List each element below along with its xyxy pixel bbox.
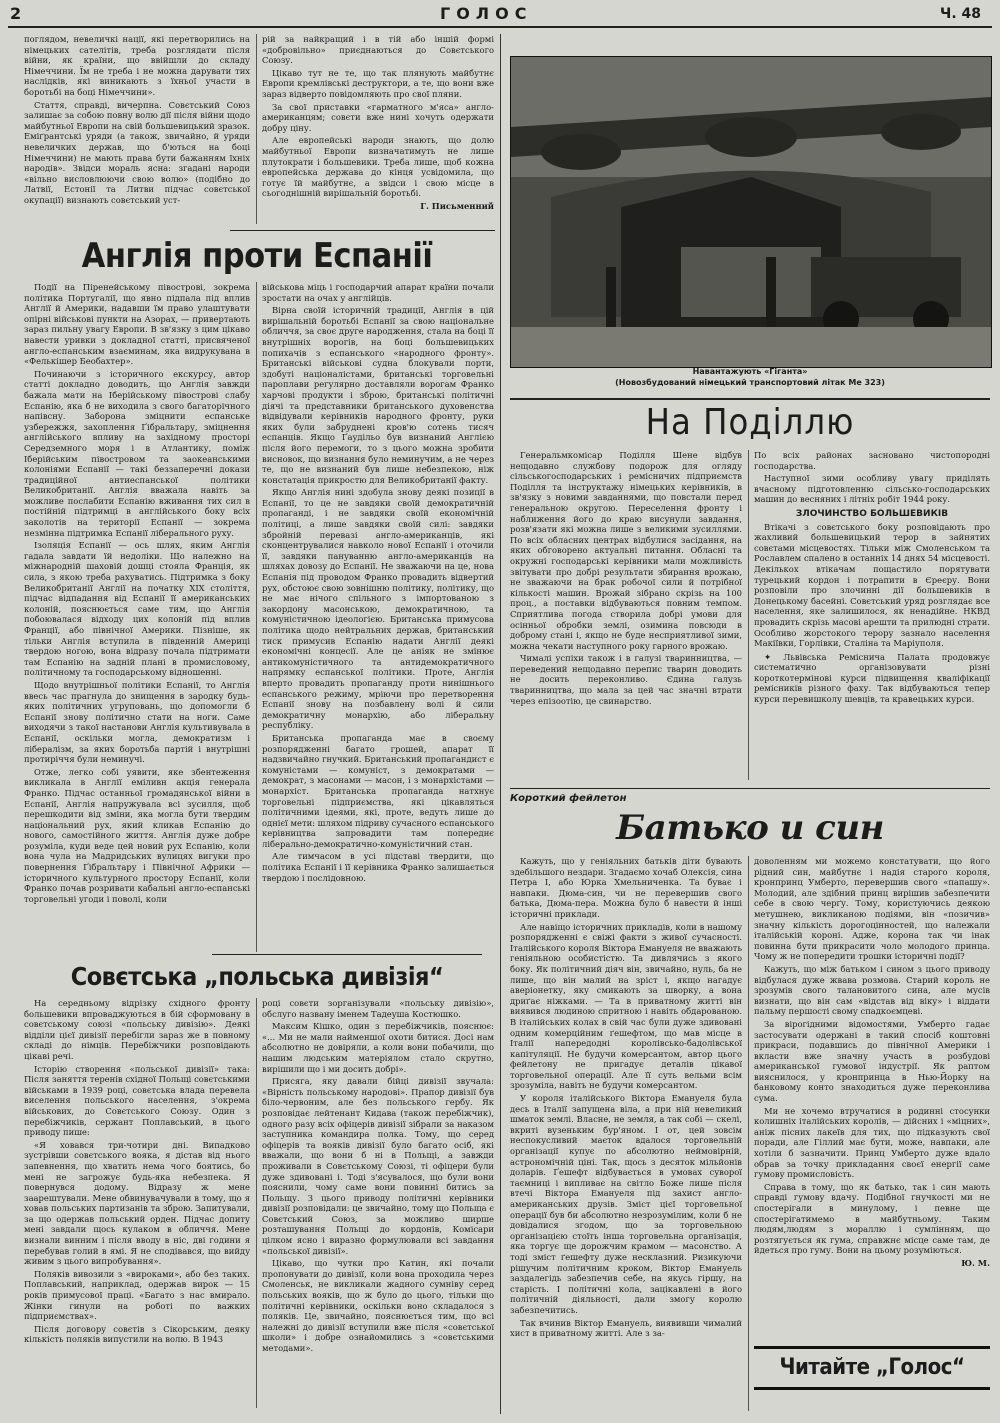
paragraph: Справа в тому, що як батько, так і син мають справді гумову вдачу. Подібної гнучкості ми не спостерігали в минулому, і певне ще спостерігатимемо в майбутньому. Таким людям,людям з мораллю і сумлінням, що розтягується як гума, справжнє місце саме там, де йдеться про гуму. Вони на цьому розуміються.: [754, 1181, 990, 1256]
paragraph: Ми не хочемо втручатися в родинні стосунки колишніх італійських королів, — дійсних і «міцних», аніж пісних лакеїв для тих, що підказують свої поради, але Гіллий має бути, може, навпаки, але хотіли б зазначити. Принц Умберто дуже вдало обрав за точку прикладання своєї енергії саме гумову промисловість.: [754, 1105, 990, 1180]
spain-col1: [24, 282, 250, 906]
section-rule: [230, 230, 495, 231]
paragraph: Кажуть, що у геніяльних батьків діти бувають здебільшого нездари. Згадаємо хочаб Олексія, сина Петра І, або Юрка Хмельниченка. Та буває і навпаки. Дюма-син, чи не перевершив свого батька, Дюма-пера. Можна було б навести й інші історичні приклади.: [510, 856, 742, 919]
column-divider: [256, 998, 257, 1408]
paragraph: Отже, легко собі уявити, яке збентеження викликала в Англії еміливн акція генерала Франко. Підчас останньої громадянської війни в Еспанії, Англія напружувала всі зусилля, щоб перешкодити від зміни, яка могла бути твердим національний рух, який кликав Еспанію до нового, самостійного життя. Англія дуже добре розуміла, куди веде цей новий рух Еспанію, коли вона чула на Мадридських вулицях вигуки про повернення Ґібральтару і Північної Африки — історичного культурного простору Еспанії, коли Франко почав розривати кабальні англо-еспанські торговельні угоди і поволі, коли: [24, 766, 250, 904]
section-rule: [510, 788, 990, 789]
division-col2: [262, 998, 494, 1356]
page-number: 2: [10, 4, 22, 23]
column-divider: [748, 450, 749, 780]
podillia-col1: [510, 450, 742, 708]
paragraph: Втікачі з совєтського боку розповідають про жахливий большевицький терор в зайнятих совєтами місцевостях. Тільки між Смоленськом та Рославлем спалено в останніх 14 днях 54 місцевості. Декількох втікачам пощастило порятувати турецький кордон і потрапити в Єреєру. Вони розповіли про злочинні дії большевиків в Донецькому басейні. Совєтський уряд розглядає все населення, яке залишилося, як ненадійне. НКВД провадить скрізь масові арешти та прилюдні страти. Особливо жорстокого терору зазнало населення Макіївки, Горлівки, Сталіна та Маріуполя.: [754, 521, 990, 649]
paragraph: «Я ховався три-чотири дні. Випадково зустрівши совєтського вояка, я дістав від нього запевнення, що хватить нема чого боятись, бо мені не загрожує будь-яка небезпека. Я повернувся додому. Відразу ж мене заарештували. Мене обвинувачували в тому, що я ховав польських партизанів та зброю. Запитували, за що одержав польський орден. Підчас допиту мені завдали щось кулаком в обличчя. Мене визнали винним і після вводу в ніс, дві години я перебував голий в ямі. Я не сподівався, що вийду живим з цього випробування».: [24, 1139, 250, 1267]
division-col1: [24, 998, 250, 1347]
paragraph: Але тимчасом в усі підставі твердити, що політика Еспанії і її керівника Франко залишається твердою і послідовною.: [262, 851, 494, 883]
paragraph: Події на Піренейському півострові, зокрема політика Португалії, що явно підпала під вплив Англії й Америки, надавши їм право улаштувати опірні військові пункти на Азорах, — привертають зараз пильну увагу Европи. В зв'язку з цим цікаво навести уривки з докладної статті, присвяченої англо-еспанським взаєминам, яка видрукувана в «Фелькішер Беобахтер».: [24, 282, 250, 367]
byline: Ю. М.: [961, 1257, 990, 1268]
paragraph: доволенням ми можемо констатувати, що його рідний син, майбутнє і надія старого короля, кронпринц Умберто, перевершив свого «папашу». Молодий, але здібний принц вирішив забезпечити себе в свою черґу. Тому, користуючись деякою метушнею, викликаною подіями, він «позичив» значну кількість дорогоцінностей, що належали італійській короні. Адже, корона так чи інак повинна бути прикрасити чоло молодого принца. Чому ж не попередити трошки історичні події?: [754, 856, 990, 962]
photo-caption-line2: (Новозбудований німецький транспортовий літак Ме 323): [615, 378, 885, 387]
paragraph: Поляків вивозили з «вироками», або без таких. Поплавський, наприклад, одержав вирок — 15 років примусової праці. «Багато з нас вмирало. Жінки гинули на роботі по важких підприємствах».: [24, 1268, 250, 1322]
paragraph: Історію створення «польської дивізії» така: Після заняття теренів східної Польщі совєтськими військами в 1939 році, совєтська влада перевела виселення польського населення, з'окрема військових, до Совєтського Союзу. Один з перебіжчиків, сержант Поплавський, в цього приводу пише:: [24, 1063, 250, 1138]
paragraph: Щодо внутрішньої політики Еспанії, то Англія ввесь час прагнула до знищення в зародку будь-яких політичних угруповань, що допомогли б Еспанії знову політично стати на ноги. Саме виходячи з такої настанови Англія культивувала в Еспанії, оскільки могла, демократизм і лібералізм, за яких боротьба партій і внутрішні протиріччя були неминучі.: [24, 679, 250, 765]
paragraph: Починаючи з історичного екскурсу, автор статті докладно доводить, що Англія завжди бажала мати на Іберійському півострові слабу Еспанію, яка б не виходила з свого багаторічного напівсну. Заборона зміцнити еспанське узбережжя, захоплення Ґібральтару, зміцнення англійського впливу на західному просторі Середземного моря і в Атлантику, поміж Іберійським півостровом та заокеанськими колоніями Еспанії — такі беззаперечні докази традиційної антиеспанської політики Великобританії. Англія вважала навіть за можливе послабити Еспанію вживання тих сил в постійній підтримці в англійського боку всіх заколотів на території Еспанії — зокрема незмінна підтримка Еспанії ліберального руху.: [24, 368, 250, 538]
center-divider: [500, 34, 501, 1414]
section-rule: [212, 954, 482, 955]
paragraph: Британська пропаганда має в своєму розпорядженні багато грошей, апарат її надзвичайно гнучкий. Британський пропагандист є комуністами — комуніст, з демократами — демократ, з масонами — масон, і з монархістами — монархіст. Британська пропаганда натхнує торговельні підприємства, які цікавляться політичними ідеями, які, проте, ведуть лише до однієї мети: шляхом підриву сучасного еспанського керівництва запровадити там попереднє ліберально-демократично-комуністичний стан.: [262, 732, 494, 849]
masthead-title: ГОЛОС: [440, 4, 533, 23]
paragraph: Так вчинив Віктор Емануель, виявивши чималий хист в приватному житті. Але з за-: [510, 1317, 742, 1339]
transport-plane-photo: [510, 56, 992, 368]
byline: Г. Письменний: [420, 200, 494, 211]
paragraph: [754, 652, 990, 705]
paragraph: Генеральмкомісар Поділля Шене відбув нещодавно службову подорож для огляду сільськогосподарських і ремісничих підприємств Поділля та інструктажу німецьких керівників, в зв'язку з новими завданнями, що повстали перед генеральною округою. Переселення фронту і наближення його до краю висунули завдання, розв'язати які можна лише з великими зусиллями. По всіх обласних центрах відбулися засідання, на яких обговорено актуальні питання. Обласні та окружні господарські керівники мали можливість звітувати про добрі результати збирання врожаю, не зважаючи на брак робочої сили й потрібної кількості машин. Врожай зібрано скрізь на 100 проц., а поставки відбуваються повним темпом. Сприятлива погода створила добрі умови для осінньої обробки землі, озимина повсюди в доброму стані і, якщо не буде несприятливої зими, можна чекати наступного року гарного врожаю.: [510, 450, 742, 651]
feuilleton-kicker: Короткий фейлетон: [510, 793, 627, 804]
paragraph: По всіх районах засновано чистопородні господарства.: [754, 450, 990, 471]
paragraph: Максим Кішко, один з перебіжчиків, пояснює: «... Ми не мали найменшої охоти битися. Досі нам абсолютно не довіряли, а коли вони побачили, що нашим людським матеріялом стало скрутно, вирішили що і ми досить добрі».: [262, 1021, 494, 1074]
column-divider: [256, 282, 257, 952]
paragraph: У короля італійського Віктора Емануеля була десь в Італії запущена віла, а при ній невеликий шматок землі. Власне, не земля, а так собі — скелі, вкриті вузеньким бур'яном. І от, цей зовсім неспокусливий маєток вдалося торговельній організації купує по абсолютно неймовірній, астрономічній ціні. Так, щось з десяток мільйонів доларів. Ґешефт відбувається в умовах суворої таємниці і випливає на світло Боже лише після втечі Віктора Емануеля під захист англо-американських друзів. Зміст цієї торговельної операції був би абсолютно незрозумілим, коли б не довідалися згодом, що за торговельною організацією стоїть інша торговельна організація, яка торгує ще дорожчим крамом — масонство. А тоді зміст ґешефту дуже несклазний. Ризикуючи рішучим політичним кроком, Віктор Емануель заздалегідь забезпечив себе, на якусь гіршу, на старість. І політичні кола, зацікавлені в його політичній діяльності, дали змогу королю забезпечитись.: [510, 1093, 742, 1315]
column-divider: [748, 856, 749, 1411]
paragraph: Ізоляція Еспанії — ось шлях, яким Англія гадала завдати їй недоліки. Що належно на міжнародній шаховій дошці стояла Франція, як сила, з якою треба рахуватись. Підтримка з боку Великобританії Англії на початку XIX століття, підчас відпадання від Еспанії її американських колоній, пояснюється саме тим, що Англія побоювалася відходу цих колоній під вплив Франції, або північної Америки. Пізніше, як тільки Англія вступила в південній Америці твердою ногою, вона відразу почала підтримати там Еспанію на задній плані в промисловому, політичному та господарському відношенні.: [24, 540, 250, 678]
paragraph: Після договору совєтів з Сікорським, деяку кількість поляків випустили на волю. В 1943: [24, 1323, 250, 1345]
paragraph: Але навіщо історичних прикладів, коли в нашому розпорядженні є свіжі факти з живої сучасності. Італійського короля Віктора Емануеля не вважають геніяльною особистістю. Та дивлячись з якого боку. Як політичний діяч він, звичайно, нуль, ба не лише, що він малий на зріст і, якщо нагадує аверіонетку, яку смикають за шворку, а вона дриґає ніжками. — Та в приватному житті він виявився людиною спритною і навіть обдарованою. В італійських колах в свій час були дуже здивовані одним комерційним ґешефтом, що мав місце в Італії напередодні королівсько-бадолівської капітуляції. Не будучи комерсантом, автор цього фейлетону не пригадує деталів цікавої торговельної операції. Але її суть вельми всім зрозуміла, навіть не будучи комерсантом.: [510, 921, 742, 1091]
paragraph: році совєти зорганізували «польську дивізію», обслуго названу іменем Тадеуша Костюшко.: [262, 998, 494, 1019]
feuilleton-title: Батько и син: [616, 808, 884, 848]
chamber-notice: Львівська Реміснича Палата продовжує систематично організовувати різні короткотермінові курси підвищення кваліфікації ремісників різного фаху. Так відбуваються тепер курси перевишколу шевців, та кравецьких курси.: [754, 651, 990, 705]
crimes-subtitle: ЗЛОЧИНСТВО БОЛЬШЕВИКІВ: [795, 508, 949, 519]
podillia-col2: [754, 450, 990, 707]
feuilleton-col1: [510, 856, 742, 1341]
paragraph: рій за найкращий і в тій або іншій формі «добровільно» приєднаються до Совєтського Союзу.: [262, 34, 494, 66]
bullet-icon: ✦: [764, 651, 784, 662]
paragraph: За свої приставки «гарматного м'яса» англо-американцям; совєти вже нині хочуть одержати добру ціну.: [262, 101, 494, 133]
column-divider: [256, 34, 257, 224]
spain-col2: [262, 282, 494, 885]
read-golos-ad: Читайте „Голос“: [754, 1346, 990, 1390]
paragraph: Присяга, яку давали бійці дивізії звучала: «Вірність польському народові». Прапор дивізії був біло-червоним, але без польського гербу. Як розповідає лейтенант Кидава (також перебіжчик), одного разу всіх офіцерів дивізії зібрали за наказом заступника командира полка. Тому, що серед офіцерів та вояків дивізії було багато осіб, які вважали, що вони б ні в Польщі, а завжди проживали в Совєтському Союзі, ті офіцери були дуже здивовані і. Тоді з'ясувалося, що були вони пояснили, чому саме вони повинні битись за Польщу. З цього приводу політичні керівники дивізії розповідали: це звичайно, тому що Польща є Совєтський Союз, за можливо ширше розташування Польщі до кордонів, Комісари цілком ясно і виразно формулювали всі завдання «польської дивізії».: [262, 1076, 494, 1256]
photo-caption: [510, 366, 990, 388]
masthead-rule: [8, 26, 992, 28]
feuilleton-col2: [754, 856, 990, 1271]
paragraph: На середньому відрізку східного фронту большевики впроваджуються в бій сформовану в совєтському союзі «польську дивізію». Деякі відділи цієї дивізії перебігли зараз же в повному складі до німців. Перебіжчики розповідають цікаві речі.: [24, 998, 250, 1061]
paragraph: Якщо Англія нині здобула знову деякі позиції в Еспанії, то це не завдяки своїй демократичній пропаганді, і не завдяки своїй економічній політиці, а лише завдяки своїй силі: завдяки збройній перевазі англо-американців, які сконцентрувалися навколо нової Еспанії і оточили її, завдяки пануванню англо-американців на шляхах довозу до Еспанії. Не зважаючи на це, нова Еспанія під проводом Франко провадить відвертий рух, обстоює свою зовнішню політику, політику, що не має нічого спільного з імпортованою з закордону масонською, демократичною, та комуністичною ідеологією. Британська примусова політика щодо нейтральних держав, британський тиск примусив Еспанію надати Англії деякі економічні концесії. Але це аніяк не змінює антикомуністичного та антидемократичного напрямку еспанської політики. Проте, Англія вперто провадить пропаганду проти нинішнього еспанського режиму, мріючи про перетворення Еспанії знову на позбавлену волі й сили демократичну монархію, або ліберальну республіку.: [262, 487, 494, 731]
paragraph: поглядом, невеличкі нації, які перетворились на німецьких сателітів, треба розглядати після війни, як країни, що ввійшли до складу Німеччини. Їм не треба і не можна дарувати тих наслідків, які виникають з їхньої участи в боротьбі на боці Німеччини».: [24, 34, 250, 97]
col1-top-text: [24, 34, 250, 208]
paragraph: Чималі успіхи також і в галузі тваринництва, — переведений нещодавно перепис тварин доводить не досить переконливо. Єдина галузь тваринництва, що мала за цей час значні втрати через епізоотію, це свинарство.: [510, 653, 742, 706]
col2-top-text: [262, 34, 494, 214]
plane-illustration: [511, 57, 991, 367]
photo-caption-line1: Навантажують «Гіганта»: [692, 367, 808, 376]
paragraph: військова міць і господарчий апарат країни почали зростати на очах у англійців.: [262, 282, 494, 303]
podillia-article-title: На Поділлю: [645, 402, 855, 443]
paragraph: Стаття, справді, вичерпна. Совєтський Союз залишає за собою повну волю дії після війни щодо майбутньої Европи на свій большевицький зразок. Еміґрантські уряди (а також, звичайно, й уряди невеличких держав, що б'ються на боці Німеччини) не мають права бути бажанням їхніх народів». Звідси мораль ясна: згадані народи «вільно висловлюючи свою волю» (подібно до Латвії, Естонії та Литви підчас совєтської окупації) визнають совєтський уст-: [24, 99, 250, 205]
paragraph: Наступної зими особливу увагу приділять вчасному підготовленню сільсько-господарських машин до весняних і літніх робіт 1944 року.: [754, 473, 990, 505]
paragraph: Але европейські народи знають, що долю майбутньої Европи визначатимуть не лише плутократи і большевики. Треба лише, щоб кожна европейська держава до кінця усвідомила, що готує їй майбутнє, а звідси і свою місце в сьогоднішній вирішальній боротьбі.: [262, 135, 494, 199]
division-article-title: Совєтська „польська дивізія“: [70, 962, 444, 991]
paragraph: За вірогідними відомостями, Умберто гадає застосувати одержані в такий спосіб коштовні прикраси, подавшись до північної Америки і вкласти вже значну участь в розбудові американської гумової індустрії. Як раптом вияснилося, у кронпринца в Нью-Йорку на банковому конто знаходиться дуже переконлива сума.: [754, 1018, 990, 1104]
paragraph: Вірна своїй історичній традиції, Англія в цій вирішальній боротьбі Еспанії за свою національне обличчя, за своє друге народження, стала на боці її внутрішніх ворогів, на боці большевицьких попихачів з еспанського «народного фронту». Британські військові судна блокували порти, здобуті націоналістами, британські торговельні пароплави регулярно доставляли ворогам Франко харчові продукти і зброю, британські політичні діячі та представники британського духовенства відвідували керівників народного фронту, руки яких були забруднені кров'ю сотень тисяч еспанців. Якщо Ґаудільо був визнаний Англією після його перемоги, то з цього можна зробити висновок, що визнання було неминучим, а не через те, що не визнаний був лише небезпекою, ніж констатація прикростю для Великобританії факту.: [262, 305, 494, 485]
paragraph: Цікаво тут не те, що так плянують майбутнє Европи кремлівські деструктори, а те, що вони вже зараз відверто повідомляють про свої пляни.: [262, 67, 494, 99]
issue-number: Ч. 48: [940, 6, 981, 22]
paragraph: Кажуть, що між батьком і сином з цього приводу відбулася дуже жвава розмова. Старий король не зрозумів свого талановитого сина, але мусів визнати, що він сам «відстав від віку» і віддати пальму першості свому спадкоємцеві.: [754, 963, 990, 1017]
paragraph: Цікаво, що чутки про Катин, які почали пропонувати до дивізії, коли вона проходила через Смоленськ, не викликали жадного сумніву серед польських вояків, що ж було до цього, тільки що політичні керівники, оскільки воно складалося з поляків. Це, звичайно, пояснюється тим, що всі належні до дивізії вступили вже після «совєтської школи» і добре ознайомились з «совєтськими методами».: [262, 1258, 494, 1353]
spain-article-title: Англія проти Еспанії: [81, 236, 433, 276]
